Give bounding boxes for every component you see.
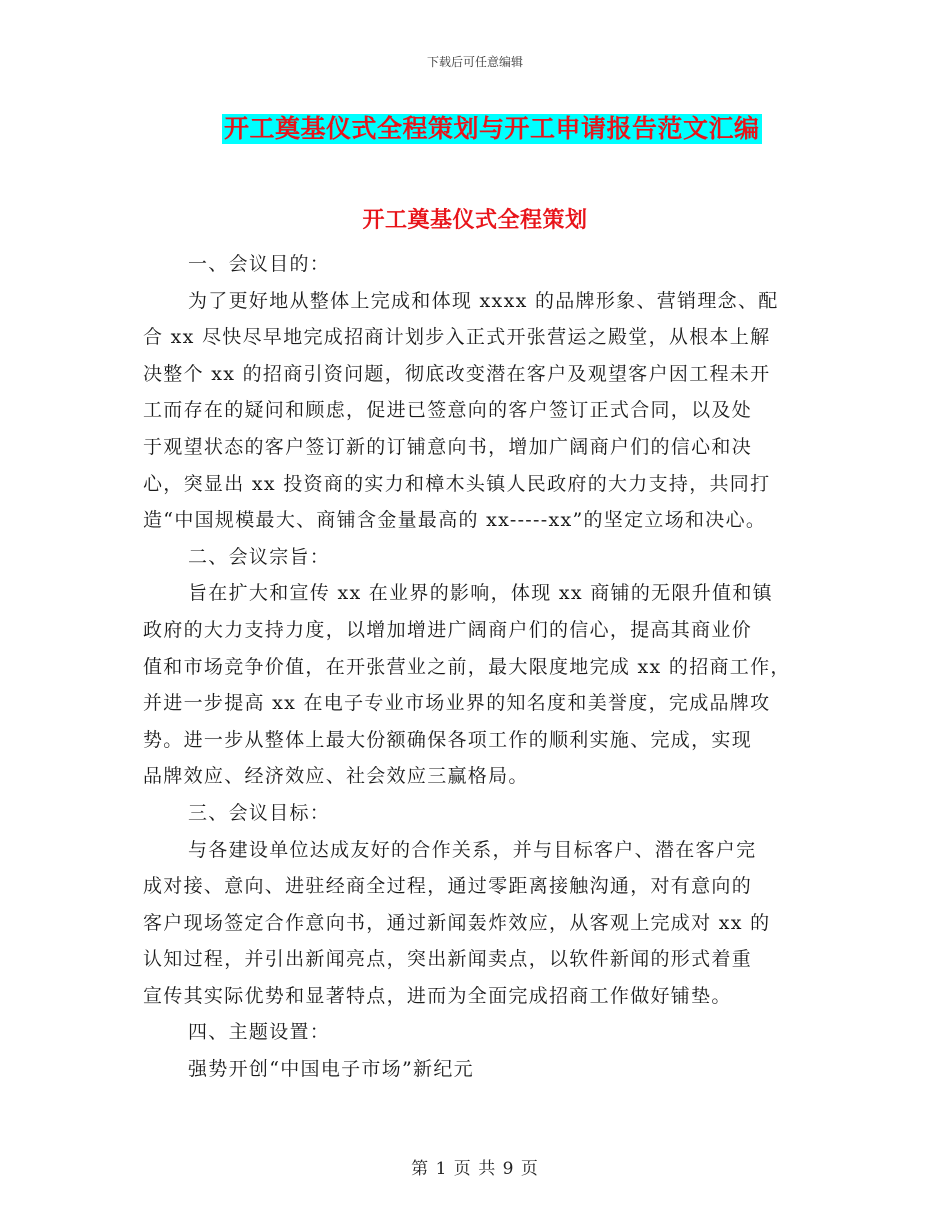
paragraph-line: 决整个 xx 的招商引资问题，彻底改变潜在客户及观望客户因工程未开 [143,362,771,385]
paragraph-line: 认知过程，并引出新闻亮点，突出新闻卖点，以软件新闻的形式着重 [143,948,753,971]
paragraph-line: 于观望状态的客户签订新的订铺意向书，增加广阔商户们的信心和决 [143,435,753,458]
heading-meeting-tenet: 二、会议宗旨： [188,545,331,568]
paragraph-line: 工而存在的疑问和顾虑，促进已签意向的客户签订正式合同，以及处 [143,399,753,422]
paragraph-line: 造“中国规模最大、商铺含金量最高的 xx-----xx”的坚定立场和决心。 [143,509,767,532]
document-main-title: 开工奠基仪式全程策划与开工申请报告范文汇编 [224,114,760,143]
paragraph-line: 客户现场签定合作意向书，通过新闻轰炸效应，从客观上完成对 xx 的 [143,911,771,934]
heading-meeting-goal: 三、会议目标： [188,801,331,824]
section-title: 开工奠基仪式全程策划 [362,207,588,233]
paragraph-line: 值和市场竞争价值，在开张营业之前，最大限度地完成 xx 的招商工作， [143,655,791,678]
heading-meeting-purpose: 一、会议目的： [188,253,331,275]
theme-statement: 强势开创“中国电子市场”新纪元 [188,1058,474,1081]
paragraph-line: 与各建设单位达成友好的合作关系，并与目标客户、潜在客户完 [188,838,757,861]
document-body [143,246,823,1088]
page-number-footer: 第 1 页 共 9 页 [411,1159,539,1179]
paragraph-line: 品牌效应、经济效应、社会效应三赢格局。 [143,765,529,788]
paragraph-line: 旨在扩大和宣传 xx 在业界的影响，体现 xx 商铺的无限升值和镇 [188,582,773,605]
paragraph-line: 宣传其实际优势和显著特点，进而为全面完成招商工作做好铺垫。 [143,984,732,1007]
heading-theme-setting: 四、主题设置： [188,1021,331,1044]
paragraph-line: 势。进一步从整体上最大份额确保各项工作的顺利实施、完成，实现 [143,728,753,751]
paragraph-line: 合 xx 尽快尽早地完成招商计划步入正式开张营运之殿堂，从根本上解 [143,326,771,349]
paragraph-line: 为了更好地从整体上完成和体现 xxxx 的品牌形象、营销理念、配 [188,289,779,312]
paragraph-line: 成对接、意向、进驻经商全过程，通过零距离接触沟通，对有意向的 [143,875,753,898]
page-header-note: 下载后可任意编辑 [426,55,523,69]
paragraph-line: 并进一步提高 xx 在电子专业市场业界的知名度和美誉度，完成品牌攻 [143,692,771,715]
paragraph-line: 心，突显出 xx 投资商的实力和樟木头镇人民政府的大力支持，共同打 [143,472,771,495]
paragraph-line: 政府的大力支持力度，以增加增进广阔商户们的信心，提高其商业价 [143,618,753,641]
